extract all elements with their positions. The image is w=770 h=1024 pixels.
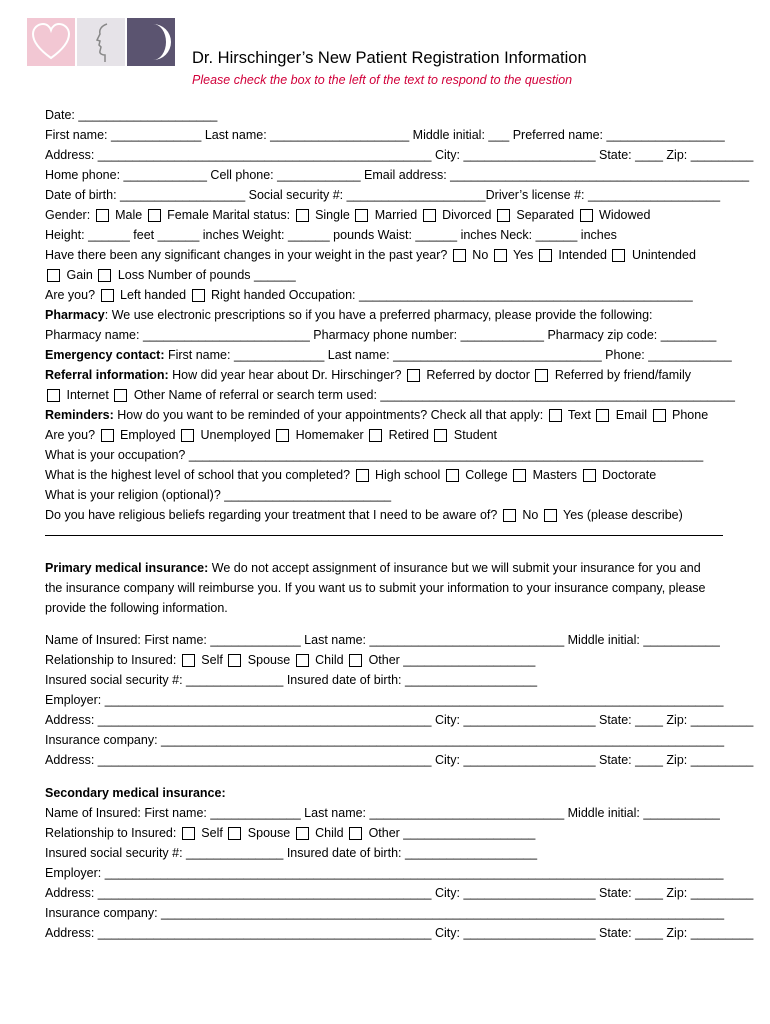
form-line [45,845,537,861]
checkbox[interactable] [549,409,562,422]
field-text: Name of Insured: First name: _____________ Last name: ____________________________ Middle initial: ___________ [45,633,720,647]
field-text: What is your occupation? __________________________________________________________________________ [45,448,704,462]
form-line [45,247,696,263]
field-text: Name of Insured: First name: _____________ Last name: ____________________________ Middle initial: ___________ [45,806,720,820]
checkbox[interactable] [47,389,60,402]
checkbox[interactable] [583,469,596,482]
form-line [45,507,683,523]
form-line [45,167,749,183]
field-text: Loss Number of pounds ______ [114,268,296,282]
form-line [45,147,753,163]
section-label: Secondary medical insurance: [45,786,226,800]
form-line [45,347,732,363]
form-line [45,287,693,303]
form-line [45,447,703,463]
field-text: No [518,508,542,522]
field-text: the insurance company will reimburse you. If you want us to submit your information to your insurance company, please [45,581,706,595]
form-line [45,467,656,483]
checkbox[interactable] [96,209,109,222]
checkbox[interactable] [453,249,466,262]
form-line [45,805,720,821]
form-line [45,560,701,576]
field-text: High school [371,468,444,482]
checkbox[interactable] [349,827,362,840]
field-text: Employer: _________________________________________________________________________________________ [45,866,724,880]
field-text: Child [311,653,348,667]
field-text: How did year hear about Dr. Hirschinger? [168,368,405,382]
checkbox[interactable] [98,269,111,282]
field-text: College [461,468,512,482]
checkbox[interactable] [296,654,309,667]
heart-icon [27,18,75,66]
form-line [45,732,724,748]
checkbox[interactable] [497,209,510,222]
checkbox[interactable] [535,369,548,382]
section-label: Reminders: [45,408,114,422]
form-line [45,407,708,423]
form-line [45,632,720,648]
form-line [45,227,617,243]
field-text: Yes [509,248,537,262]
checkbox[interactable] [434,429,447,442]
field-text: Insurance company: _________________________________________________________________________________ [45,906,725,920]
form-line [45,580,706,596]
moon-icon [127,18,175,66]
field-text: Widowed [595,208,651,222]
field-text: : We use electronic prescriptions so if you have a preferred pharmacy, please provide the following: [104,308,653,322]
checkbox[interactable] [596,409,609,422]
form-line [45,885,753,901]
form-line [45,207,650,223]
form-line [45,925,753,941]
field-text: Gender: [45,208,94,222]
checkbox[interactable] [228,827,241,840]
field-text: Self [197,653,227,667]
field-text: Date: ____________________ [45,108,218,122]
checkbox[interactable] [182,654,195,667]
field-text: Right handed Occupation: ________________________________________________ [207,288,693,302]
field-text: Employer: _________________________________________________________________________________________ [45,693,724,707]
form-line [45,865,723,881]
checkbox[interactable] [114,389,127,402]
form-line [45,652,535,668]
field-text: What is your religion (optional)? ________________________ [45,488,392,502]
field-text: Address: ________________________________________________ City: ___________________ State: ____ Zip: _________ [45,886,754,900]
form-line [45,752,753,768]
field-text: Pharmacy name: ________________________ Pharmacy phone number: ____________ Pharmacy zip code: ________ [45,328,717,342]
field-text: Are you? [45,288,99,302]
field-text: Unemployed [197,428,275,442]
field-text: Text [564,408,595,422]
field-text: Male [111,208,146,222]
checkbox[interactable] [182,827,195,840]
field-text: Married [371,208,421,222]
field-text: Spouse [244,826,294,840]
field-text: Home phone: ____________ Cell phone: ____________ Email address: ___________________________________________ [45,168,750,182]
checkbox[interactable] [349,654,362,667]
field-text: Phone [668,408,709,422]
form-line [45,692,723,708]
checkbox[interactable] [653,409,666,422]
form-line [45,427,497,443]
checkbox[interactable] [513,469,526,482]
field-text: Insured social security #: ______________ Insured date of birth: ___________________ [45,846,538,860]
form-line [45,267,296,283]
field-text: Separated [512,208,578,222]
field-text: Gain [63,268,97,282]
checkbox[interactable] [101,289,114,302]
checkbox[interactable] [423,209,436,222]
checkbox[interactable] [369,429,382,442]
field-text: Other ___________________ [365,826,536,840]
field-text: Homemaker [292,428,368,442]
section-divider [45,535,723,536]
field-text: Insured social security #: ______________ Insured date of birth: ___________________ [45,673,538,687]
checkbox[interactable] [192,289,205,302]
field-text: Date of birth: __________________ Social security #: ____________________Driver’s license #: ___________________ [45,188,721,202]
field-text: No [468,248,492,262]
field-text: Single [311,208,354,222]
form-line [45,487,391,503]
field-text: Left handed [116,288,190,302]
field-text: Insurance company: _________________________________________________________________________________ [45,733,725,747]
checkbox[interactable] [446,469,459,482]
field-text: Internet [63,388,113,402]
field-text: Relationship to Insured: [45,653,180,667]
field-text: Other Name of referral or search term used: ___________________________________________________ [130,388,735,402]
form-line [45,107,217,123]
field-text: Retired [385,428,433,442]
form-line [45,187,720,203]
field-text: Child [311,826,348,840]
checkbox[interactable] [296,827,309,840]
field-text: Have there been any significant changes in your weight in the past year? [45,248,451,262]
field-text: Relationship to Insured: [45,826,180,840]
checkbox[interactable] [355,209,368,222]
form-line [45,367,691,383]
form-line [45,307,653,323]
face-profile-icon [77,18,125,66]
checkbox[interactable] [181,429,194,442]
field-text: Do you have religious beliefs regarding your treatment that I need to be aware of? [45,508,501,522]
field-text: Address: ________________________________________________ City: ___________________ State: ____ Zip: _________ [45,148,754,162]
checkbox[interactable] [494,249,507,262]
field-text: Address: ________________________________________________ City: ___________________ State: ____ Zip: _________ [45,713,754,727]
field-text: provide the following information. [45,601,228,615]
field-text: We do not accept assignment of insurance but we will submit your insurance for you and [208,561,701,575]
field-text: Height: ______ feet ______ inches Weight: ______ pounds Waist: ______ inches Neck: ______ inches [45,228,617,242]
field-text: Referred by friend/family [551,368,691,382]
form-line [45,387,735,403]
checkbox[interactable] [503,509,516,522]
form-line [45,600,228,616]
form-line [45,327,716,343]
field-text: First name: _____________ Last name: ______________________________ Phone: ____________ [164,348,732,362]
field-text: Doctorate [598,468,657,482]
form-line [45,712,753,728]
field-text: Student [450,428,498,442]
checkbox[interactable] [612,249,625,262]
page-title: Dr. Hirschinger’s New Patient Registration Information [192,49,587,67]
form-line [45,825,535,841]
checkbox[interactable] [544,509,557,522]
checkbox[interactable] [148,209,161,222]
field-text: Email [612,408,651,422]
field-text: Unintended [628,248,696,262]
field-text: Employed [116,428,180,442]
checkbox[interactable] [356,469,369,482]
field-text: Are you? [45,428,99,442]
form-line [45,127,725,143]
field-text: Address: ________________________________________________ City: ___________________ State: ____ Zip: _________ [45,926,754,940]
section-label: Primary medical insurance: [45,561,209,575]
clinic-logo [27,18,175,66]
field-text: Referred by doctor [422,368,534,382]
checkbox[interactable] [296,209,309,222]
field-text: Intended [554,248,611,262]
field-text: Other ___________________ [365,653,536,667]
checkbox[interactable] [580,209,593,222]
checkbox[interactable] [407,369,420,382]
form-line [45,672,537,688]
field-text: Masters [529,468,581,482]
checkbox[interactable] [101,429,114,442]
field-text: Spouse [244,653,294,667]
checkbox[interactable] [228,654,241,667]
section-label: Pharmacy [45,308,105,322]
form-line [45,905,724,921]
checkbox[interactable] [47,269,60,282]
page-subtitle: Please check the box to the left of the text to respond to the question [192,73,573,87]
field-text: Self [197,826,227,840]
field-text: What is the highest level of school that you completed? [45,468,354,482]
section-label: Referral information: [45,368,169,382]
checkbox[interactable] [276,429,289,442]
form-line [45,785,226,801]
field-text: Address: ________________________________________________ City: ___________________ State: ____ Zip: _________ [45,753,754,767]
field-text: Yes (please describe) [559,508,683,522]
field-text: Female Marital status: [163,208,294,222]
field-text: Divorced [438,208,495,222]
checkbox[interactable] [539,249,552,262]
section-label: Emergency contact: [45,348,165,362]
field-text: First name: _____________ Last name: ____________________ Middle initial: ___ Preferred name: _________________ [45,128,725,142]
field-text: How do you want to be reminded of your appointments? Check all that apply: [113,408,547,422]
